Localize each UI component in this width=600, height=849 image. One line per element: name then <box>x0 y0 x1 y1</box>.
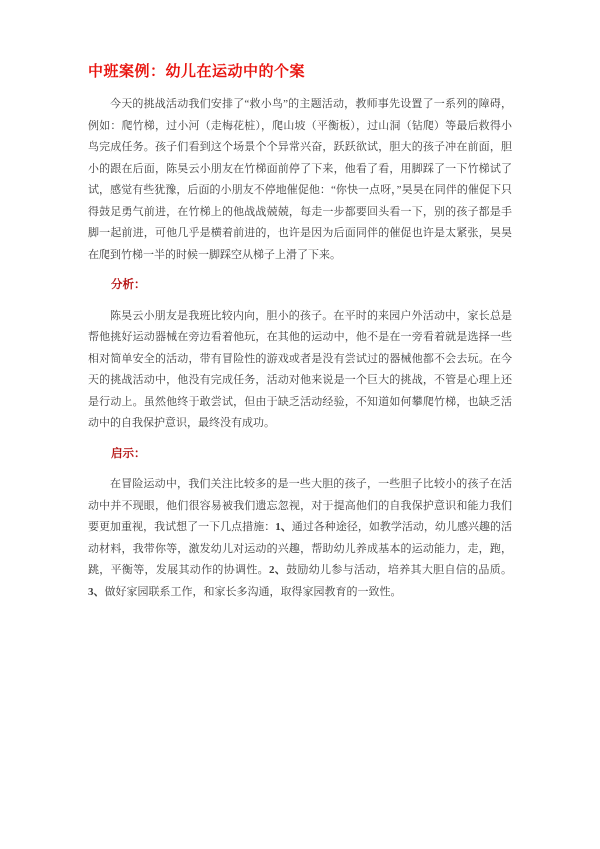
analysis-paragraph: 陈昊云小朋友是我班比较内向，胆小的孩子。在平时的来园户外活动中，家长总是帮他挑好运动器械在旁边看着他玩，在其他的运动中，他不是在一旁看着就是选择一些相对简单安全的活动，带有冒险性的游戏或者是没有尝试过的器械他都不会去玩。在今天的挑战活动中，他没有完成任务，活动对他来说是一个巨大的挑战，不管是心理上还是行动上。虽然他终于敢尝试，但由于缺乏活动经验，不知道如何攀爬竹梯，也缺乏活动中的自我保护意识，最终没有成功。 <box>88 309 512 429</box>
inspiration-lead: 在冒险运动中，我们关注比较多的是一些大胆的孩子，一些胆子比较小的孩子在活动中并不现眼，他们很容易被我们遗忘忽视，对于提高他们的自我保护意识和能力我们要更加重视，我试想了一下几点措施： <box>88 478 512 533</box>
point-3-number: 3、 <box>88 585 105 598</box>
point-2-number: 2、 <box>268 564 287 576</box>
point-1-number: 1、 <box>275 521 292 533</box>
analysis-heading: 分析： <box>111 279 146 291</box>
inspiration-heading: 启示： <box>111 447 146 460</box>
point-3-text: 做好家园联系工作，和家长多沟通，取得家园教育的一致性。 <box>104 585 402 598</box>
point-1-text: 通过各种途径，如教学活动，幼儿感兴趣的活动材料，我带你等，激发幼儿对运动的兴趣，帮助幼儿养成基本的运动能力，走，跑，跳，平衡等，发展其动作的协调性。 <box>88 521 513 576</box>
point-2-text: 鼓励幼儿参与活动，培养其大胆自信的品质。 <box>286 564 513 576</box>
intro-paragraph: 今天的挑战活动我们安排了“救小鸟”的主题活动，教师事先设置了一系列的障碍，例如：爬竹梯，过小河（走梅花桩），爬山坡（平衡板），过山洞（钻爬）等最后救得小鸟完成任务。孩子们看到这个场景个个异常兴奋，跃跃欲试，胆大的孩子冲在前面，胆小的跟在后面，陈昊云小朋友在竹梯面前停了下来，他看了看，用脚踩了一下竹梯试了试，感觉有些犹豫，后面的小朋友不停地催促他：“你快一点呀，”昊昊在同伴的催促下只得鼓足勇气前进，在竹梯上的他战战兢兢，每走一步都要回头看一下，别的孩子都是手脚一起前进，可他几乎是横着前进的，也许是因为后面同伴的催促也许是太紧张，昊昊在爬到竹梯一半的时候一脚踩空从梯子上滑了下来。 <box>88 98 512 261</box>
document-title: 中班案例：幼儿在运动中的个案 <box>88 64 306 80</box>
inspiration-paragraph <box>88 474 512 603</box>
